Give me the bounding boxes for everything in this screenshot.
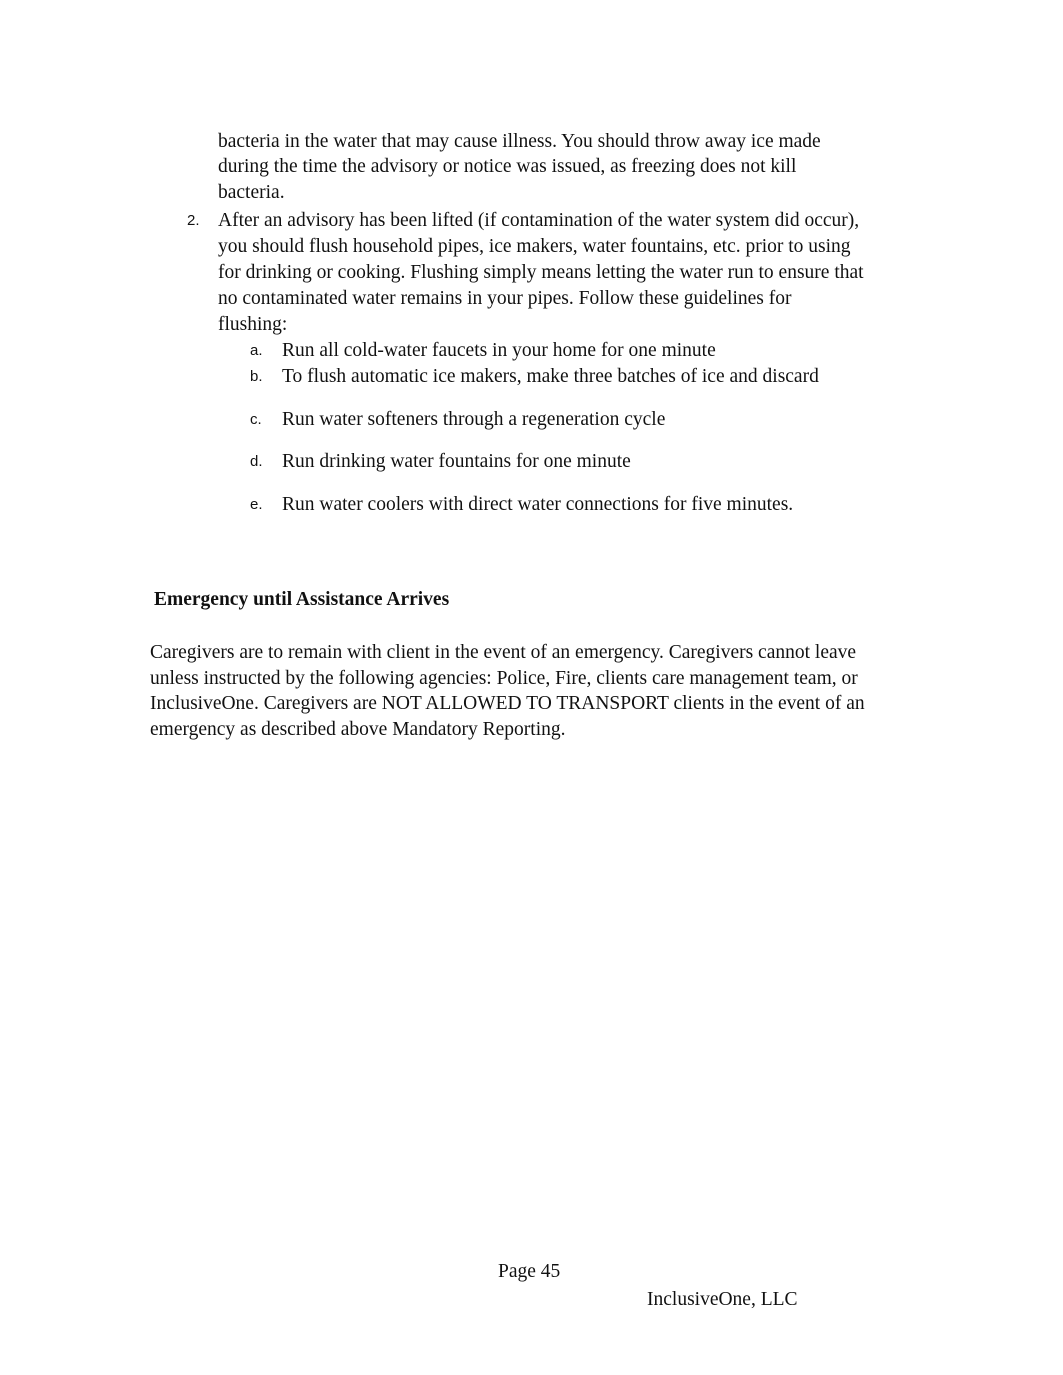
- sub-list-marker: e.: [250, 496, 263, 513]
- page-number: Page 45: [498, 1261, 561, 1282]
- section-heading: Emergency until Assistance Arrives: [154, 589, 450, 610]
- sub-list-item: Run water softeners through a regeneration cycle: [282, 409, 666, 430]
- paragraph-line: After an advisory has been lifted (if contamination of the water system did occur),: [218, 210, 860, 231]
- sub-list-marker: a.: [250, 342, 263, 359]
- paragraph-line: for drinking or cooking. Flushing simply means letting the water run to ensure that: [218, 262, 864, 283]
- sub-list-item: Run water coolers with direct water connections for five minutes.: [282, 494, 794, 515]
- sub-list-item: Run drinking water fountains for one minute: [282, 451, 631, 472]
- sub-list-marker: d.: [250, 453, 263, 470]
- paragraph-line: you should flush household pipes, ice makers, water fountains, etc. prior to using: [218, 236, 851, 257]
- footer-company: InclusiveOne, LLC: [647, 1289, 798, 1310]
- paragraph-line: bacteria.: [218, 182, 285, 203]
- sub-list-item: Run all cold-water faucets in your home for one minute: [282, 340, 716, 361]
- paragraph-line: during the time the advisory or notice was issued, as freezing does not kill: [218, 156, 797, 177]
- paragraph-line: emergency as described above Mandatory Reporting.: [150, 719, 566, 740]
- paragraph-line: flushing:: [218, 314, 288, 335]
- sub-list-marker: c.: [250, 411, 262, 428]
- paragraph-line: unless instructed by the following agencies: Police, Fire, clients care management team, or: [150, 668, 858, 689]
- paragraph-line: bacteria in the water that may cause illness. You should throw away ice made: [218, 131, 821, 152]
- list-marker: 2.: [187, 212, 200, 229]
- paragraph-line: InclusiveOne. Caregivers are NOT ALLOWED TO TRANSPORT clients in the event of an: [150, 693, 865, 714]
- sub-list-marker: b.: [250, 368, 263, 385]
- sub-list-item: To flush automatic ice makers, make three batches of ice and discard: [282, 366, 819, 387]
- paragraph-line: no contaminated water remains in your pipes. Follow these guidelines for: [218, 288, 792, 309]
- paragraph-line: Caregivers are to remain with client in the event of an emergency. Caregivers cannot leave: [150, 642, 857, 663]
